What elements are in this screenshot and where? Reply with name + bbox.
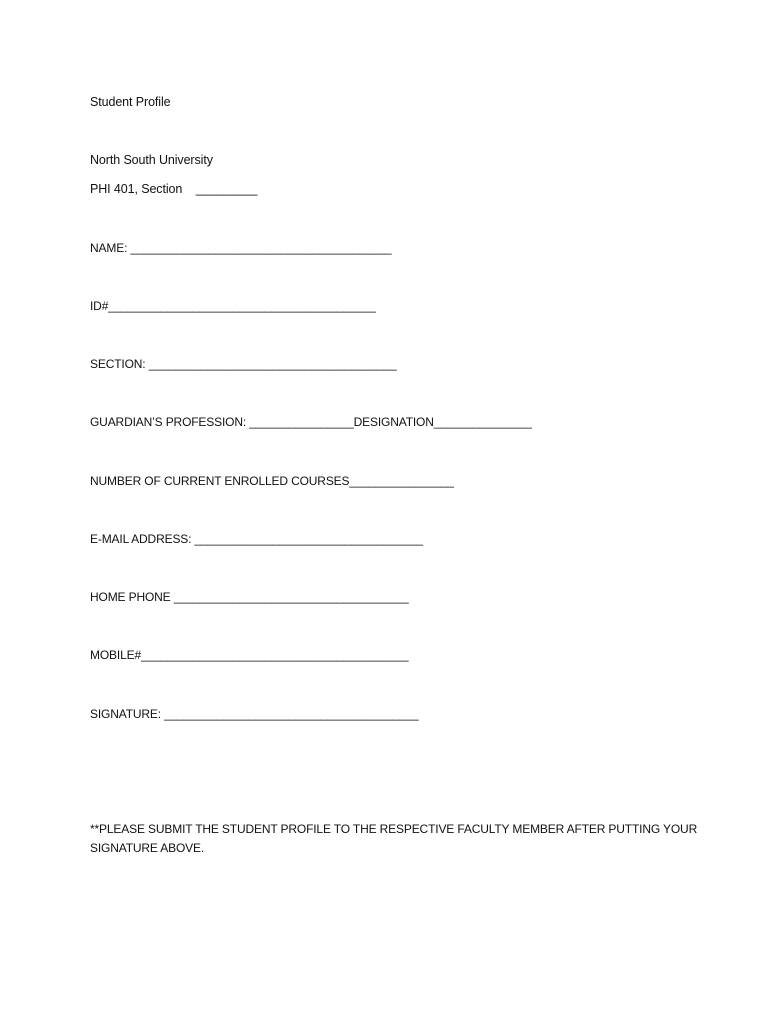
university-name: North South University <box>90 153 213 167</box>
course-section-line: PHI 401, Section _________ <box>90 182 258 196</box>
email-field: E-MAIL ADDRESS: ___________________________________ <box>90 532 423 546</box>
section-field: SECTION: ______________________________________ <box>90 357 397 371</box>
signature-field: SIGNATURE: _______________________________________ <box>90 707 419 721</box>
home-phone-field: HOME PHONE ____________________________________ <box>90 590 409 604</box>
mobile-field: MOBILE#_________________________________________ <box>90 648 409 662</box>
id-field: ID#_________________________________________ <box>90 299 376 313</box>
submission-note: **PLEASE SUBMIT THE STUDENT PROFILE TO THE RESPECTIVE FACULTY MEMBER AFTER PUTTING YOUR SIGNATURE ABOVE. <box>90 822 698 855</box>
name-field: NAME: ________________________________________ <box>90 241 392 255</box>
enrolled-courses-field: NUMBER OF CURRENT ENROLLED COURSES________________ <box>90 474 454 488</box>
guardian-profession-field: GUARDIAN’S PROFESSION: ________________DESIGNATION_______________ <box>90 415 532 429</box>
page-title: Student Profile <box>90 95 171 109</box>
